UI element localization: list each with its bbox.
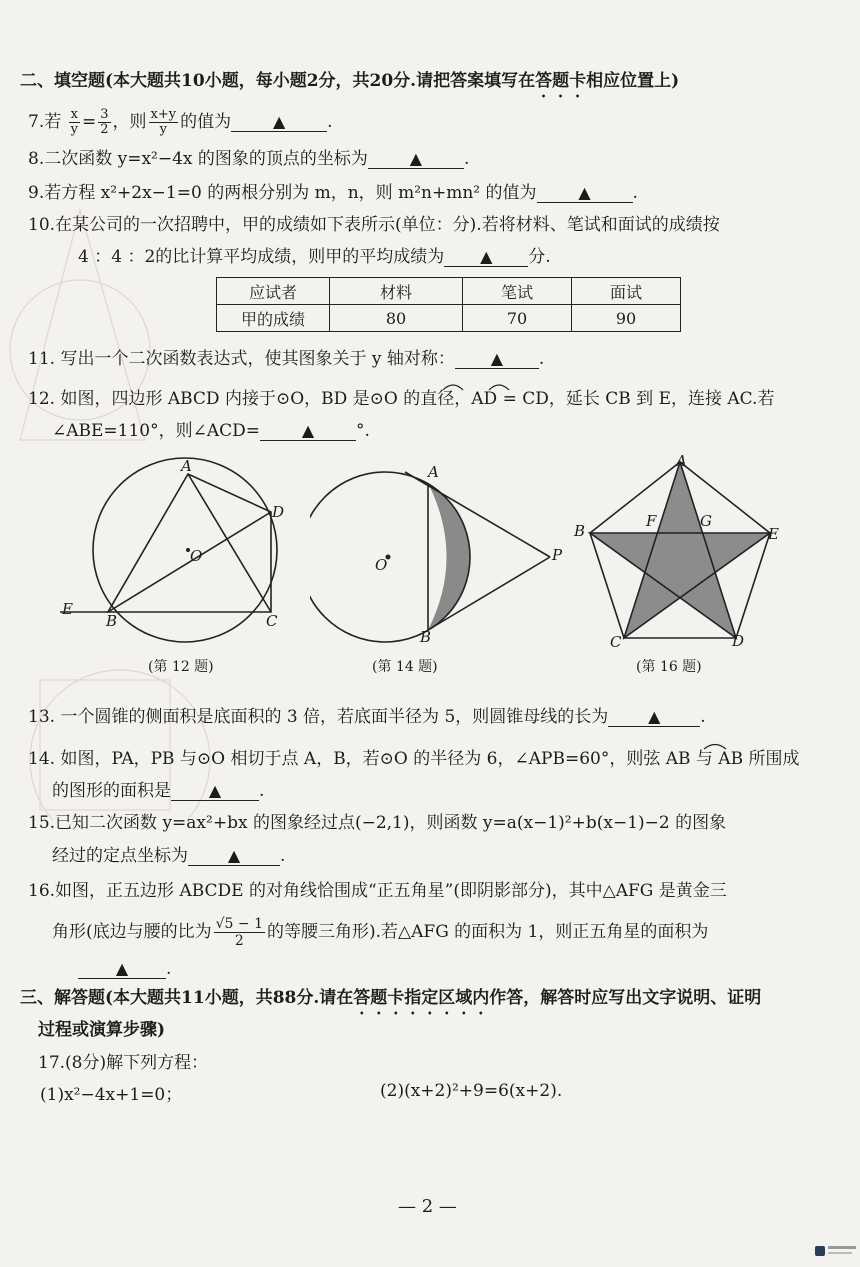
label-a: A [428,463,439,481]
label-o: O [375,556,388,574]
arc-overline-marks [441,378,531,392]
tangent-pa [405,472,550,557]
label-o: O [190,547,203,565]
question-17-part-1: (1)x²−4x+1=0； [40,1085,183,1105]
table-header-row [217,278,681,305]
question-10-line-1: 10.在某公司的一次招聘中，甲的成绩如下表所示(单位：分).若将材料、笔试和面试的成绩按 [28,215,720,235]
answer-blank-9[interactable]: ▲ [537,182,633,203]
question-17-part-2: (2)(x+2)²+9=6(x+2). [380,1081,563,1101]
answer-blank-7[interactable]: ▲ [231,111,327,132]
scanner-watermark-sub [828,1252,852,1254]
answer-blank-12[interactable]: ▲ [260,420,356,441]
pentagram-shaded [590,462,770,638]
answer-sheet-emphasis: 答题卡 [535,71,587,91]
answer-area-emphasis: 答题卡指定区域内 [353,988,490,1008]
table-cell: 70 [463,305,572,332]
section-3-title-line-2: 过程或演算步骤) [38,1020,166,1040]
caption-figure-14: (第 14 题) [372,659,438,675]
label-d: D [272,503,285,521]
question-12-line-2: ∠ABE=110°，则∠ACD= ▲ °. [52,421,370,441]
scanner-logo-icon [814,1245,826,1257]
question-16-line-2: 角形(底边与腰的比为 $\frac{√5 - 1}{2}$ 的等腰三角形).若△AFG 的面积为 1，则正五角星的面积为 [52,916,709,949]
question-14-line-1: 14. 如图，PA，PB 与⊙O 相切于点 A，B，若⊙O 的半径为 6，∠APB=60°，则弦 AB 与 AB 所围成 [28,749,800,769]
circle-o [93,458,277,642]
question-11: 11. 写出一个二次函数表达式，使其图象关于 y 轴对称： ▲ . [28,349,545,369]
question-7: 7.若 $\frac{x}{y}$ = $\frac{3}{2}$ ，则 $\frac{x+y}{y}$ 的值为 ▲ . [28,107,333,137]
question-14-line-2: 的图形的面积是 ▲ . [52,781,265,801]
question-8: 8.二次函数 y=x²−4x 的图象的顶点的坐标为 ▲ . [28,149,470,169]
table-cell: 80 [330,305,463,332]
fraction-golden-ratio: $\frac{√5 - 1}{2}$ [215,916,264,949]
label-f: F [646,512,657,530]
question-17-title: 17.(8分)解下列方程： [38,1053,209,1073]
question-15-line-2: 经过的定点坐标为 ▲ . [52,846,286,866]
fraction-xy-over-y: $\frac{x+y}{y}$ [150,107,177,137]
answer-blank-16[interactable]: ▲ [78,958,166,979]
table-cell: 90 [572,305,681,332]
answer-blank-13[interactable]: ▲ [608,706,700,727]
label-b: B [420,628,432,646]
label-g: G [700,512,712,530]
label-c: C [610,633,622,651]
question-12-line-1: 12. 如图，四边形 ABCD 内接于⊙O，BD 是⊙O 的直径，AD = CD，延长 CB 到 E，连接 AC.若 [28,389,775,409]
label-b: B [574,522,586,540]
answer-blank-8[interactable]: ▲ [368,148,464,169]
table-header-cell: 面试 [572,278,681,305]
score-table [216,277,681,332]
table-header-cell: 材料 [330,278,463,305]
question-10-line-2: 4 ：4 ：2的比计算平均成绩，则甲的平均成绩为 ▲ 分. [78,247,551,267]
label-a: A [181,457,192,475]
question-9: 9.若方程 x²+2x−1=0 的两根分别为 m，n，则 m²n+mn² 的值为 ▲ . [28,183,638,203]
question-15-line-1: 15.已知二次函数 y=ax²+bx 的图象经过点(−2,1)，则函数 y=a(x−1)²+b(x−1)−2 的图象 [28,813,727,833]
table-header-cell: 笔试 [463,278,572,305]
label-b: B [106,612,118,630]
caption-figure-16: (第 16 题) [636,659,702,675]
caption-figure-12: (第 12 题) [148,659,214,675]
label-e: E [62,600,73,618]
answer-blank-11[interactable]: ▲ [455,348,539,369]
figure-16-pentagram [585,455,785,650]
question-16-line-3: ▲ . [78,958,171,980]
scanner-watermark [828,1246,856,1249]
figure-12-circle-quadrilateral [60,450,300,650]
question-13: 13. 一个圆锥的侧面积是底面积的 3 倍，若底面半径为 5，则圆锥母线的长为 ▲ . [28,707,706,727]
answer-blank-14[interactable]: ▲ [171,780,259,801]
answer-blank-10[interactable]: ▲ [444,246,528,267]
label-a: A [676,452,687,470]
table-cell: 甲的成绩 [217,305,330,332]
arc-overline-ab [702,739,728,751]
label-d: D [732,632,745,650]
label-c: C [266,612,278,630]
fraction-3-over-2: $\frac{3}{2}$ [100,107,109,137]
section-3-title-line-1: 三、解答题(本大题共11小题，共88分.请在答题卡指定区域内作答，解答时应写出文字说明、证明 [20,988,762,1008]
answer-blank-15[interactable]: ▲ [188,845,280,866]
label-p: P [552,546,563,564]
table-header-cell: 应试者 [217,278,330,305]
section-2-title: 二、填空题(本大题共10小题，每小题2分，共20分.请把答案填写在答题卡相应位置上) [20,71,680,91]
question-16-line-1: 16.如图，正五边形 ABCDE 的对角线恰围成“正五角星”(即阴影部分)，其中△AFG 是黄金三 [28,881,727,901]
page-number: — 2 — [398,1196,457,1217]
quadrilateral-abcd [108,474,271,612]
table-row [217,305,681,332]
label-e: E [768,525,779,543]
figure-14-tangent-lines [310,462,563,652]
fraction-x-over-y: $\frac{x}{y}$ [70,107,78,137]
